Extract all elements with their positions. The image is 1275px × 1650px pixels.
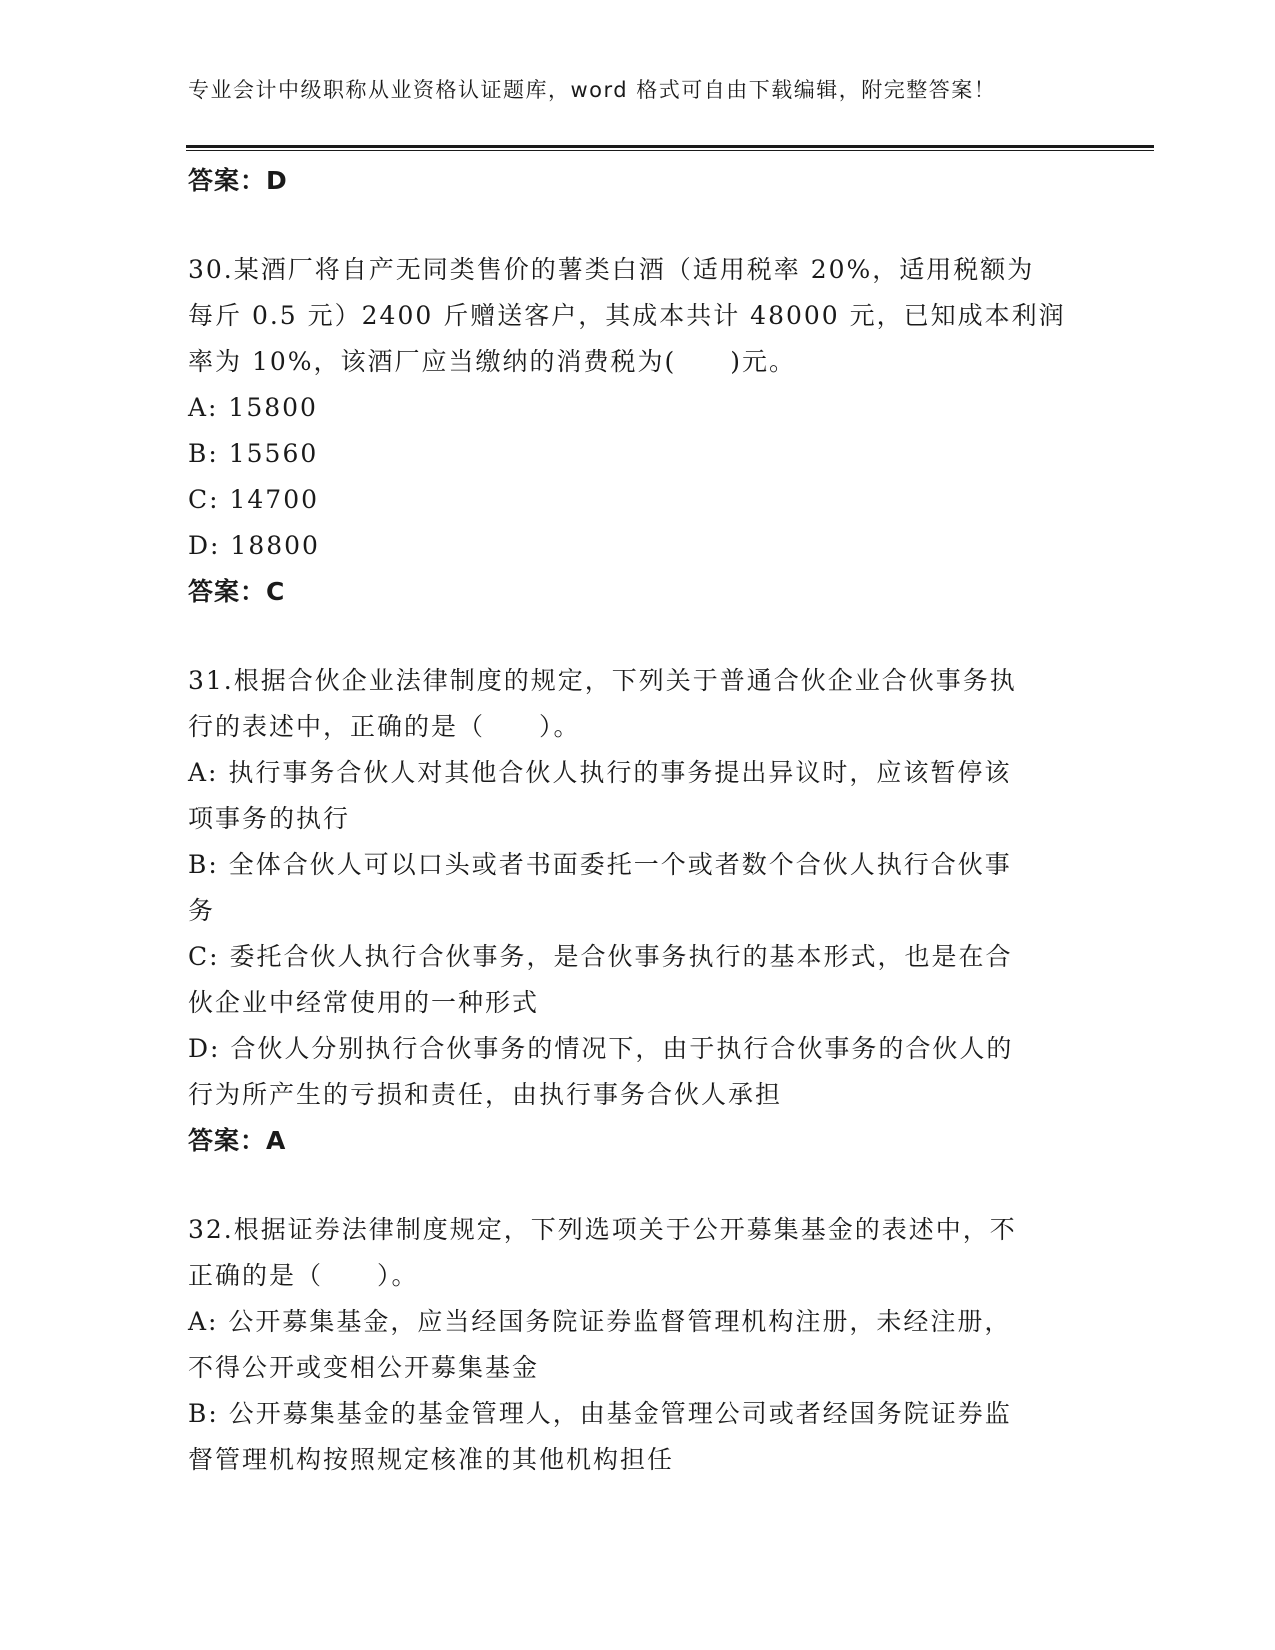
- answer-31: 答案：A: [188, 1126, 287, 1155]
- option-a: A: 执行事务合伙人对其他合伙人执行的事务提出异议时，应该暂停该: [188, 758, 1012, 787]
- question-stem-line: 32.根据证券法律制度规定，下列选项关于公开募集基金的表述中，不: [188, 1215, 1017, 1244]
- question-30: [188, 247, 1088, 615]
- option-b: B: 公开募集基金的基金管理人，由基金管理公司或者经国务院证券监: [188, 1399, 1012, 1428]
- option-d: D: 18800: [188, 531, 320, 560]
- question-stem-line: 每斤 0.5 元）2400 斤赠送客户，其成本共计 48000 元，已知成本利润: [188, 301, 1066, 330]
- option-a-cont: 不得公开或变相公开募集基金: [188, 1353, 540, 1382]
- page-header: 专业会计中级职称从业资格认证题库，word 格式可自由下载编辑，附完整答案！: [188, 78, 997, 102]
- answer-30: 答案：C: [188, 577, 286, 606]
- option-d-cont: 行为所产生的亏损和责任，由执行事务合伙人承担: [188, 1080, 783, 1109]
- question-stem-line: 30.某酒厂将自产无同类售价的薯类白酒（适用税率 20%，适用税额为: [188, 255, 1035, 284]
- option-c: C: 14700: [188, 485, 320, 514]
- option-b-cont: 督管理机构按照规定核准的其他机构担任: [188, 1445, 675, 1474]
- question-31: [188, 658, 1088, 1164]
- header-rule: [186, 145, 1154, 148]
- option-a: A: 15800: [188, 393, 318, 422]
- header-rule-thin: [186, 150, 1154, 151]
- question-stem-line: 正确的是（ ）。: [188, 1261, 419, 1290]
- option-b: B: 全体合伙人可以口头或者书面委托一个或者数个合伙人执行合伙事: [188, 850, 1012, 879]
- option-c: C: 委托合伙人执行合伙事务，是合伙事务执行的基本形式，也是在合: [188, 942, 1013, 971]
- answer-previous: 答案：D: [188, 166, 288, 195]
- option-b-cont: 务: [188, 896, 216, 925]
- question-stem-line: 率为 10%，该酒厂应当缴纳的消费税为( )元。: [188, 347, 797, 376]
- option-d: D: 合伙人分别执行合伙事务的情况下，由于执行合伙事务的合伙人的: [188, 1034, 1014, 1063]
- option-b: B: 15560: [188, 439, 319, 468]
- question-stem-line: 31.根据合伙企业法律制度的规定，下列关于普通合伙企业合伙事务执: [188, 666, 1017, 695]
- question-stem-line: 行的表述中，正确的是（ ）。: [188, 712, 581, 741]
- option-a-cont: 项事务的执行: [188, 804, 351, 833]
- question-32: [188, 1207, 1088, 1483]
- option-a: A: 公开募集基金，应当经国务院证券监督管理机构注册，未经注册，: [188, 1307, 1012, 1336]
- option-c-cont: 伙企业中经常使用的一种形式: [188, 988, 540, 1017]
- question-content: [188, 158, 1088, 1483]
